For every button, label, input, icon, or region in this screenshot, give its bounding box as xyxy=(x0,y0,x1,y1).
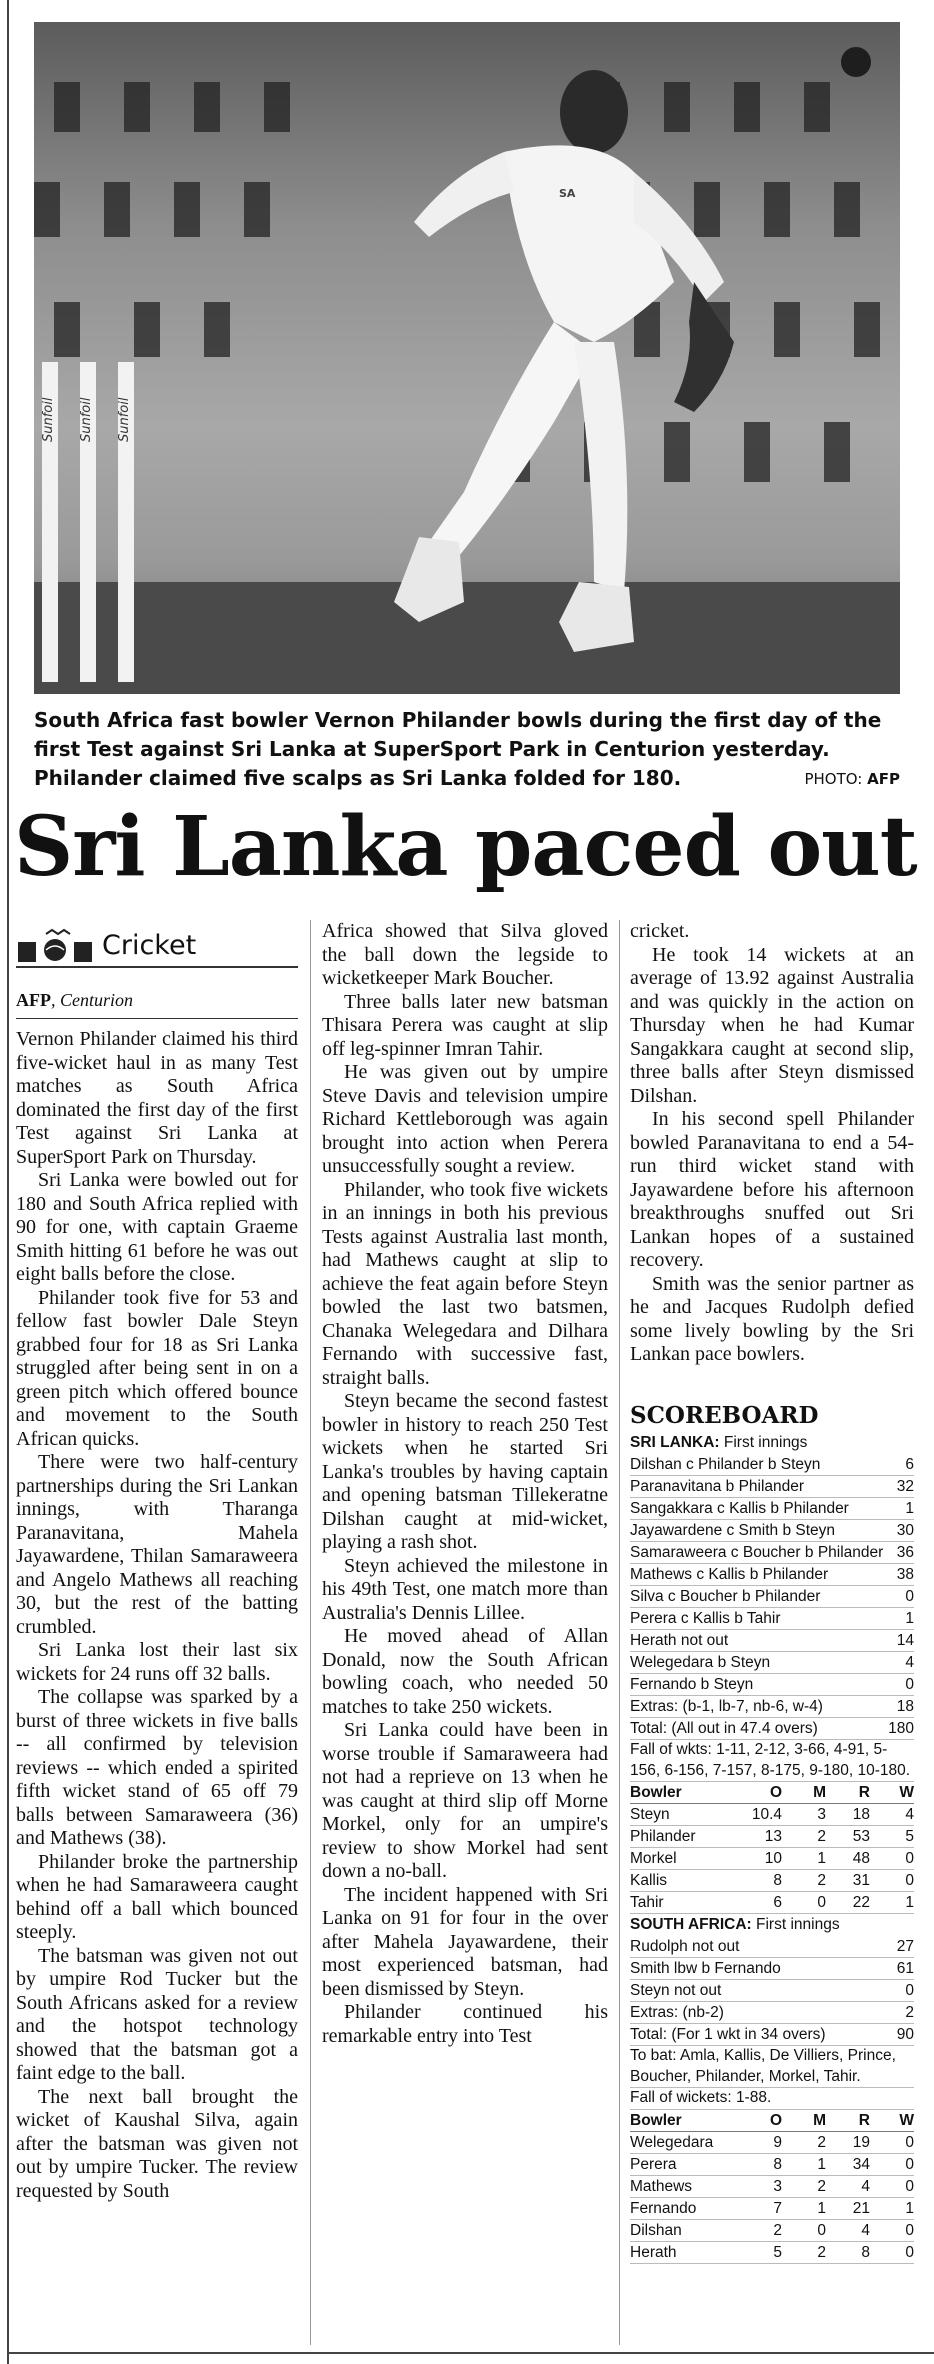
bowling-figure: 9 xyxy=(773,2133,782,2151)
bowling-figure: 34 xyxy=(852,2155,870,2173)
bowling-header xyxy=(630,2110,914,2132)
bowler-name: Steyn xyxy=(630,1806,670,1823)
runs-value: 18 xyxy=(896,1698,914,1715)
batting-row xyxy=(630,1936,914,1958)
runs-value: 2 xyxy=(905,2004,914,2021)
batting-row xyxy=(630,1454,914,1476)
batsman-entry: Silva c Boucher b Philander xyxy=(630,1588,821,1605)
section-label-text: Cricket xyxy=(102,930,197,961)
runs-value: 4 xyxy=(905,1654,914,1671)
bowling-figure: 53 xyxy=(852,1828,870,1845)
batsman-entry: Rudolph not out xyxy=(630,1938,740,1955)
bowling-header-cell: M xyxy=(813,1784,826,1801)
bowling-figure: 0 xyxy=(905,2133,914,2151)
runs-value: 36 xyxy=(896,1544,914,1561)
bowling-header-cell: O xyxy=(769,1784,782,1801)
paragraph: Steyn achieved the milestone in his 49th Test, one match more than Australia's Dennis Lillee. xyxy=(322,1554,608,1624)
batsman-entry: Sangakkara c Kallis b Philander xyxy=(630,1500,849,1517)
bowler-name: Tahir xyxy=(630,1894,664,1911)
batsman-entry: Paranavitana b Philander xyxy=(630,1478,805,1495)
paragraph: Philander took five for 53 and fellow fast bowler Dale Steyn grabbed four for 18 as Sri Lanka struggled after being sent in on a green pitch which offered bounce and movement to the South African quicks. xyxy=(16,1286,298,1450)
bowling-figure: 4 xyxy=(861,2177,870,2195)
stump-brand: Sunfoil xyxy=(41,397,56,442)
column-divider xyxy=(619,920,620,2345)
bowling-figure: 31 xyxy=(852,1872,870,1889)
bowling-figure: 13 xyxy=(764,1828,782,1845)
bowler-figure xyxy=(394,70,734,652)
batting-card xyxy=(630,1936,914,2046)
bowling-figure: 0 xyxy=(905,2243,914,2261)
byline-place: , Centurion xyxy=(51,990,134,1010)
photo-credit xyxy=(804,770,900,788)
bowling-row xyxy=(630,2198,914,2220)
batsman-entry: Mathews c Kallis b Philander xyxy=(630,1566,829,1583)
paragraph: Africa showed that Silva gloved the ball down the legside to wicketkeeper Mark Boucher. xyxy=(322,920,608,989)
bowling-figure: 21 xyxy=(852,2199,870,2217)
paragraph: The collapse was sparked by a burst of three wickets in five balls -- all confirmed by television reviews -- which ended a spirited fifth wicket stand of 65 off 79 balls between Samaraweera (36) and Mathews (38). xyxy=(16,1686,298,1849)
bowling-figure: 10 xyxy=(764,1850,782,1867)
bowling-figure: 0 xyxy=(817,1894,826,1911)
bowling-row xyxy=(630,1826,914,1848)
bowler-name: Mathews xyxy=(630,2177,693,2195)
batsman-entry: Welegedara b Steyn xyxy=(630,1654,771,1671)
bowling-figure: 8 xyxy=(773,1872,782,1889)
bowling-header-cell: Bowler xyxy=(630,1784,682,1801)
batting-row xyxy=(630,1542,914,1564)
batsman-entry: Samaraweera c Boucher b Philander xyxy=(630,1544,884,1561)
bowling-figure: 6 xyxy=(773,1894,782,1911)
batsman-entry: Total: (For 1 wkt in 34 overs) xyxy=(630,2026,826,2043)
batting-row xyxy=(630,1608,914,1630)
bowling-figure: 19 xyxy=(852,2133,870,2151)
byline-rule xyxy=(16,1018,298,1019)
batsman-entry: Total: (All out in 47.4 overs) xyxy=(630,1720,818,1737)
bowling-figure: 8 xyxy=(861,2243,870,2261)
batting-card xyxy=(630,1454,914,1740)
bowling-figure: 2 xyxy=(817,1872,826,1889)
paragraph: Smith was the senior partner as he and Jacques Rudolph defied some lively bowling by the Sri Lankan pace bowlers. xyxy=(630,1272,914,1365)
bowling-row xyxy=(630,2154,914,2176)
batting-row xyxy=(630,1630,914,1652)
article-column-2 xyxy=(322,920,608,2048)
page-border-left xyxy=(7,0,9,2364)
column-divider xyxy=(310,920,311,2345)
cricket-ball xyxy=(841,47,871,77)
runs-value: 0 xyxy=(905,1588,914,1605)
bowling-figure: 2 xyxy=(817,1828,826,1845)
article-column-3 xyxy=(630,920,914,1367)
bowling-header xyxy=(630,1782,914,1804)
innings-header xyxy=(630,1914,914,1936)
bowling-figure: 5 xyxy=(773,2243,782,2261)
credit-label: PHOTO: xyxy=(804,770,863,788)
bowling-figure: 48 xyxy=(852,1850,870,1867)
bowling-row xyxy=(630,1804,914,1826)
runs-value: 14 xyxy=(896,1632,914,1649)
bowling-figure: 1 xyxy=(817,1850,826,1867)
paragraph: He was given out by umpire Steve Davis and television umpire Richard Kettleborough was again brought into action when Perera unsuccessfully sought a review. xyxy=(322,1061,608,1177)
batting-row xyxy=(630,2024,914,2046)
bowling-row xyxy=(630,2220,914,2242)
byline-agency: AFP xyxy=(16,990,51,1010)
bowling-header-cell: M xyxy=(813,2111,826,2129)
batsman-entry: Extras: (nb-2) xyxy=(630,2004,724,2021)
runs-value: 6 xyxy=(905,1456,914,1473)
bowling-figure: 1 xyxy=(817,2155,826,2173)
bowling-figure: 0 xyxy=(905,1872,914,1889)
innings-label: First innings xyxy=(756,1916,840,1933)
page-border-bottom xyxy=(7,2352,934,2354)
photo-caption: South Africa fast bowler Vernon Philander bowls during the first day of the first Test against Sri Lanka at SuperSport Park in Centurion yesterday. Philander claimed five scalps as Sri Lanka folded for 180. xyxy=(34,708,882,790)
bowling-figure: 2 xyxy=(773,2221,782,2239)
paragraph: Steyn became the second fastest bowler in history to reach 250 Test wickets when he started Sri Lanka's troubles by having captain and opening batsman Tillekeratne Dilshan caught at mid-wicket, playing a rash shot. xyxy=(322,1390,608,1553)
bowler-name: Perera xyxy=(630,2155,677,2173)
bowler-name: Welegedara xyxy=(630,2133,714,2151)
bowling-figure: 2 xyxy=(817,2133,826,2151)
paragraph: Philander continued his remarkable entry into Test xyxy=(322,2001,608,2047)
team-name: SRI LANKA: xyxy=(630,1434,720,1451)
bowling-figure: 18 xyxy=(852,1806,870,1823)
batting-row xyxy=(630,2002,914,2024)
batting-row xyxy=(630,1498,914,1520)
bowling-row xyxy=(630,1870,914,1892)
batsman-entry: Herath not out xyxy=(630,1632,729,1649)
bowling-figure: 3 xyxy=(773,2177,782,2195)
bowling-figure: 8 xyxy=(773,2155,782,2173)
batting-row xyxy=(630,1520,914,1542)
bowler-name: Philander xyxy=(630,1828,696,1845)
bowling-row xyxy=(630,2242,914,2264)
bowling-figure: 0 xyxy=(905,1850,914,1867)
runs-value: 38 xyxy=(896,1566,914,1583)
paragraph: In his second spell Philander bowled Paranavitana to end a 54-run third wicket stand with Jayawardene before his afternoon breakthroughs snuffed out Sri Lankan hopes of a sustained recovery. xyxy=(630,1108,914,1271)
batsman-entry: Steyn not out xyxy=(630,1982,722,1999)
bowler-name: Morkel xyxy=(630,1850,677,1867)
runs-value: 0 xyxy=(905,1982,914,1999)
paragraph: The incident happened with Sri Lanka on 91 for four in the over after Mahela Jayawardene, their most experienced batsman, had been dismissed by Steyn. xyxy=(322,1883,608,2000)
bowler-name: Fernando xyxy=(630,2199,697,2217)
runs-value: 61 xyxy=(896,1960,914,1977)
bowling-row xyxy=(630,2176,914,2198)
bowler-name: Herath xyxy=(630,2243,677,2261)
bowling-figure: 1 xyxy=(905,1894,914,1911)
batsman-entry: Jayawardene c Smith b Steyn xyxy=(630,1522,836,1539)
batsman-entry: Extras: (b-1, lb-7, nb-6, w-4) xyxy=(630,1698,823,1715)
batting-row xyxy=(630,1652,914,1674)
bowling-header-cell: Bowler xyxy=(630,2111,682,2129)
batting-row xyxy=(630,1696,914,1718)
runs-value: 1 xyxy=(905,1610,914,1627)
byline xyxy=(16,990,298,1011)
runs-value: 180 xyxy=(888,1720,914,1737)
bowling-figure: 10.4 xyxy=(751,1806,782,1823)
section-rule xyxy=(16,966,298,968)
bowling-header-cell: R xyxy=(858,2111,870,2129)
batting-row xyxy=(630,1718,914,1740)
paragraph: Vernon Philander claimed his third five-wicket haul in as many Test matches as South Africa dominated the first day of the first Test against Sri Lanka at SuperSport Park on Thursday. xyxy=(16,1028,298,1168)
team-name: SOUTH AFRICA: xyxy=(630,1916,752,1933)
batting-row xyxy=(630,1958,914,1980)
batting-row xyxy=(630,1564,914,1586)
bowling-figure: 1 xyxy=(817,2199,826,2217)
bowling-figure: 0 xyxy=(905,2155,914,2173)
stadium-seats xyxy=(34,82,880,482)
bowling-figure: 4 xyxy=(905,1806,914,1823)
scoreboard-title: SCOREBOARD xyxy=(630,1402,819,1429)
runs-value: 27 xyxy=(896,1938,914,1955)
bowling-row xyxy=(630,2132,914,2154)
runs-value: 32 xyxy=(896,1478,914,1495)
article-column-1 xyxy=(16,1028,298,2203)
fall-of-wickets: Fall of wkts: 1-11, 2-12, 3-66, 4-91, 5-156, 6-156, 7-157, 8-175, 9-180, 10-180. xyxy=(630,1740,914,1782)
batsman-entry: Smith lbw b Fernando xyxy=(630,1960,781,1977)
runs-value: 90 xyxy=(896,2026,914,2043)
pitch xyxy=(34,582,900,694)
credit-source: AFP xyxy=(867,770,900,788)
page-title: Sri Lanka paced out xyxy=(14,799,917,895)
stumps xyxy=(41,362,134,682)
fall-of-wickets: Fall of wickets: 1-88. xyxy=(630,2088,914,2110)
paragraph: Philander, who took five wickets in an innings in both his previous Tests against Australia last month, had Mathews caught at slip to achieve the feat again before Steyn bowled the last two batsmen, Chanaka Welegedara and Dilhara Fernando with successive fast, straight balls. xyxy=(322,1178,608,1389)
paragraph: Sri Lanka could have been in worse trouble if Samaraweera had not had a reprieve on 13 when he was caught at third slip off Morne Morkel, only for an umpire's review to show Morkel had sent down a no-ball. xyxy=(322,1719,608,1882)
paragraph: The next ball brought the wicket of Kaushal Silva, again after the batsman was given not out by umpire Tucker. The review requested by South xyxy=(16,2085,298,2202)
bowling-header-cell: O xyxy=(769,2111,782,2129)
bowling-header-cell: R xyxy=(858,1784,870,1801)
paragraph: Sri Lanka were bowled out for 180 and South Africa replied with 90 for one, with captain Graeme Smith hitting 61 before he was out eight balls before the close. xyxy=(16,1169,298,1285)
stump-brand: Sunfoil xyxy=(79,397,94,442)
bowling-figure: 3 xyxy=(817,1806,826,1823)
paragraph: He took 14 wickets at an average of 13.92 against Australia and was quickly in the action on Thursday when he had Kumar Sangakkara caught at second slip, three balls after Steyn dismissed Dilshan. xyxy=(630,943,914,1107)
bowling-figure: 2 xyxy=(817,2243,826,2261)
bowling-figure: 1 xyxy=(905,2199,914,2217)
paragraph: The batsman was given not out by umpire Rod Tucker but the South Africans asked for a review and the hotspot technology showed that the batsman got a faint edge to the ball. xyxy=(16,1944,298,2084)
batsman-entry: Dilshan c Philander b Steyn xyxy=(630,1456,821,1473)
innings-label: First innings xyxy=(723,1434,808,1451)
bowler-photo xyxy=(34,22,900,694)
stadium-scene xyxy=(34,22,900,694)
batting-row xyxy=(630,1476,914,1498)
bowling-row xyxy=(630,1848,914,1870)
bowling-figure: 2 xyxy=(817,2177,826,2195)
bowling-figure: 4 xyxy=(861,2221,870,2239)
batsman-entry: Fernando b Steyn xyxy=(630,1676,754,1693)
paragraph: There were two half-century partnerships during the Sri Lankan innings, with Tharanga Paranavitana, Mahela Jayawardene, Thilan Samaraweera and Angelo Mathews all reaching 30, but the rest of the batting crumbled. xyxy=(16,1451,298,1638)
bowling-card xyxy=(630,1782,914,1914)
yet-to-bat: To bat: Amla, Kallis, De Villiers, Prince, Boucher, Philander, Morkel, Tahir. xyxy=(630,2046,914,2088)
bowling-figure: 7 xyxy=(773,2199,782,2217)
cricket-icon xyxy=(16,928,96,966)
batting-row xyxy=(630,1980,914,2002)
batting-row xyxy=(630,1674,914,1696)
paragraph: Three balls later new batsman Thisara Perera was caught at slip off leg-spinner Imran Tahir. xyxy=(322,990,608,1060)
bowling-card xyxy=(630,2110,914,2264)
bowler-name: Dilshan xyxy=(630,2221,682,2239)
bowling-header-cell: W xyxy=(899,2111,914,2129)
paragraph: cricket. xyxy=(630,920,690,942)
runs-value: 30 xyxy=(896,1522,914,1539)
bowling-figure: 0 xyxy=(817,2221,826,2239)
innings-header xyxy=(630,1432,914,1454)
bowling-row xyxy=(630,1892,914,1914)
stump-brand: Sunfoil xyxy=(117,397,132,442)
bowler-name: Kallis xyxy=(630,1872,668,1889)
bowling-figure: 22 xyxy=(852,1894,870,1911)
batting-row xyxy=(630,1586,914,1608)
section-label xyxy=(16,928,298,968)
bowling-figure: 0 xyxy=(905,2177,914,2195)
paragraph: Sri Lanka lost their last six wickets for 24 runs off 32 balls. xyxy=(16,1639,298,1685)
runs-value: 1 xyxy=(905,1500,914,1517)
bowling-figure: 0 xyxy=(905,2221,914,2239)
batsman-entry: Perera c Kallis b Tahir xyxy=(630,1610,781,1627)
bowling-figure: 5 xyxy=(905,1828,914,1845)
bowling-header-cell: W xyxy=(899,1784,914,1801)
scoreboard xyxy=(630,1400,914,2264)
paragraph: He moved ahead of Allan Donald, now the South African bowling coach, who needed 50 matches to take 250 wickets. xyxy=(322,1625,608,1718)
runs-value: 0 xyxy=(905,1676,914,1693)
paragraph: Philander broke the partnership when he had Samaraweera caught behind off a ball which bounced steeply. xyxy=(16,1850,298,1943)
shirt-badge: SA xyxy=(559,187,576,200)
